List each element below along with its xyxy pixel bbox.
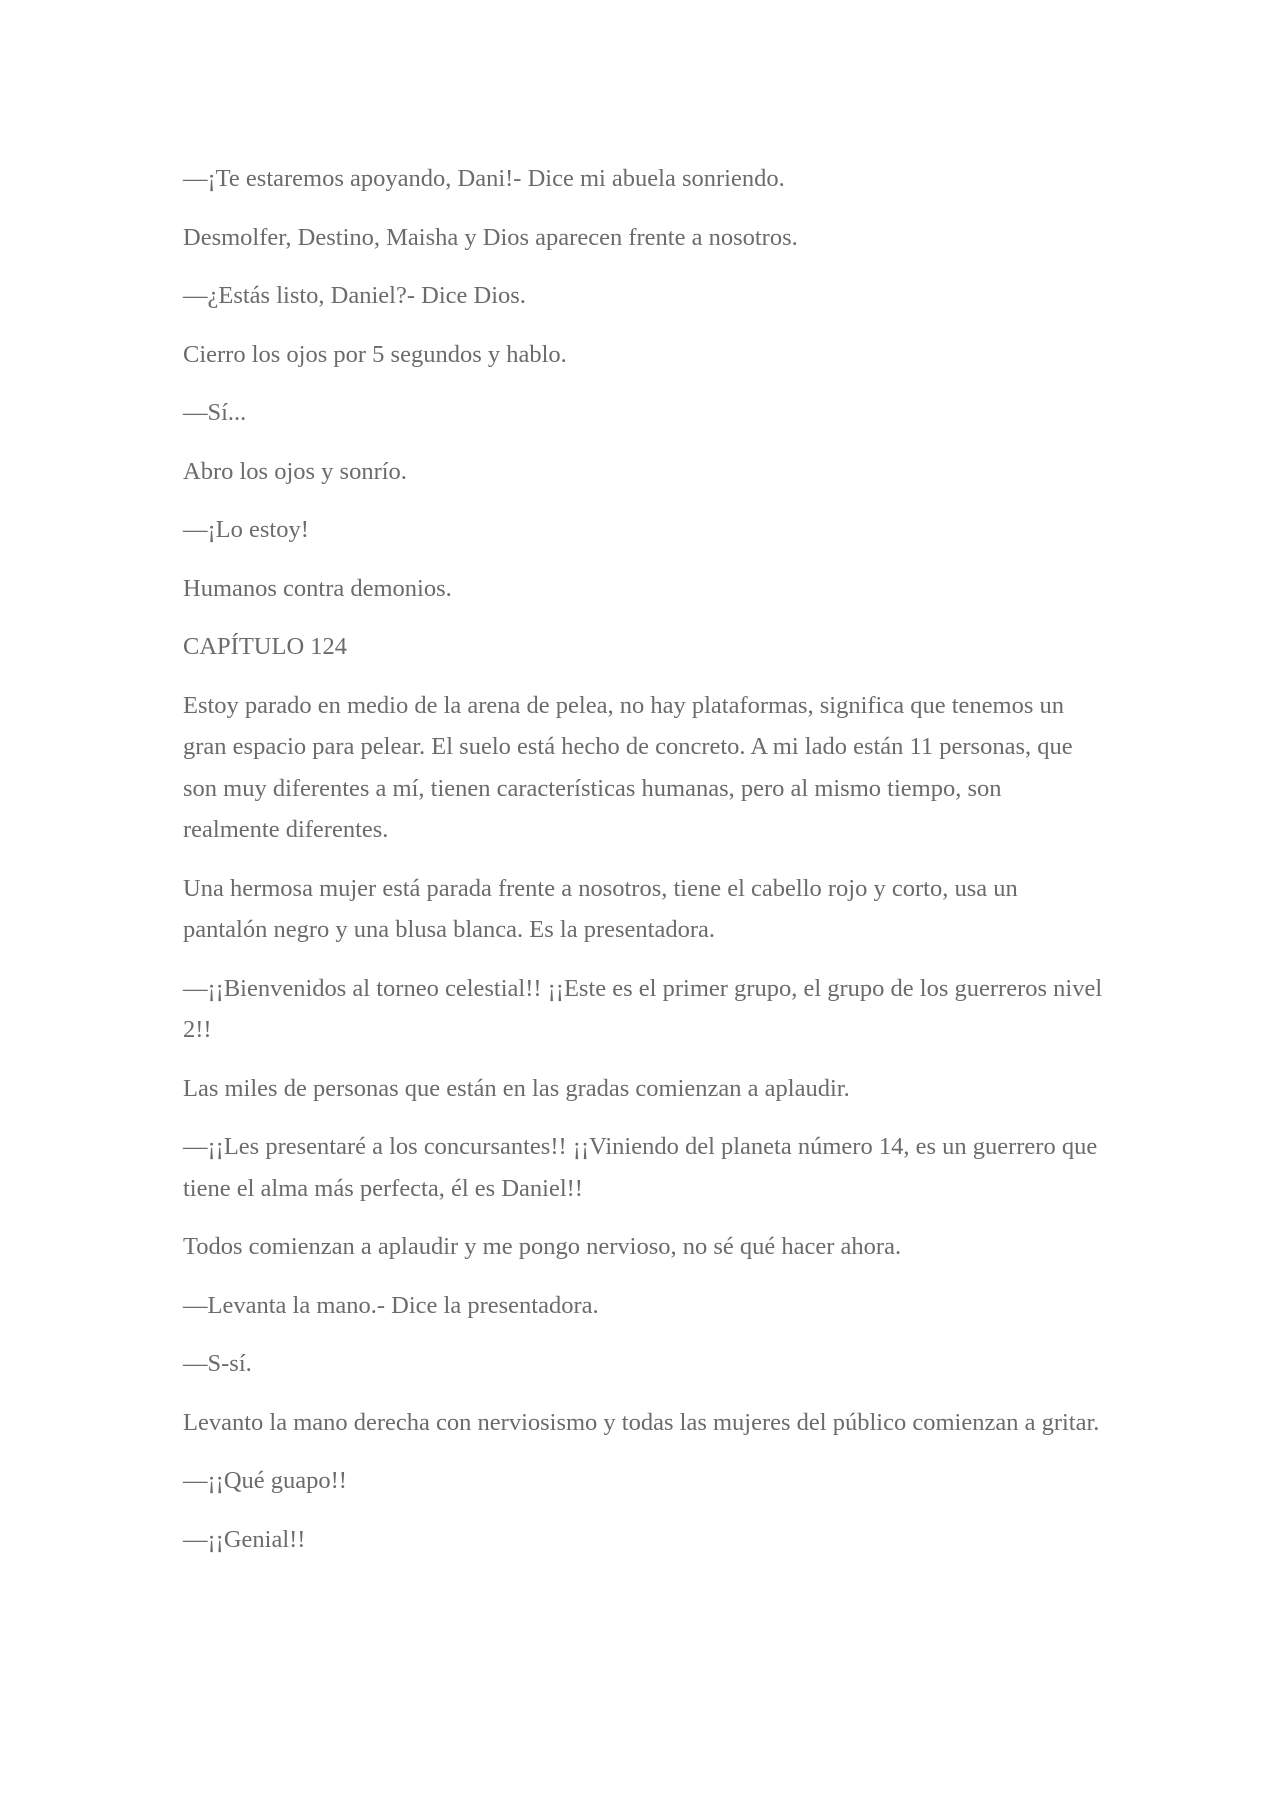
paragraph: —¡¡Genial!! <box>183 1525 306 1553</box>
paragraph: Desmolfer, Destino, Maisha y Dios aparecen frente a nosotros. <box>183 223 798 251</box>
paragraph: Las miles de personas que están en las gradas comienzan a aplaudir. <box>183 1074 850 1102</box>
paragraph: Levanto la mano derecha con nerviosismo y todas las mujeres del público comienzan a gritar. <box>183 1408 1100 1436</box>
paragraph: —S-sí. <box>183 1350 252 1377</box>
paragraph: —¡¡Bienvenidos al torneo celestial!! ¡¡Este es el primer grupo, el grupo de los guerreros nivel 2!! <box>183 974 1103 1043</box>
paragraph: —¡Lo estoy! <box>183 516 309 543</box>
paragraph: Estoy parado en medio de la arena de pelea, no hay plataformas, significa que tenemos un gran espacio para pelear. El suelo está hecho de concreto. A mi lado están 11 personas, que son muy diferentes a mí, tienen características humanas, pero al mismo tiempo, son realmente diferentes. <box>183 691 1073 843</box>
paragraph: Cierro los ojos por 5 segundos y hablo. <box>183 340 567 368</box>
paragraph: —Levanta la mano.- Dice la presentadora. <box>183 1291 599 1319</box>
chapter-heading: CAPÍTULO 124 <box>183 633 348 660</box>
paragraph: —¡Te estaremos apoyando, Dani!- Dice mi abuela sonriendo. <box>183 165 785 192</box>
paragraph: —¡¡Qué guapo!! <box>183 1467 347 1494</box>
paragraph: Abro los ojos y sonrío. <box>183 457 407 485</box>
paragraph: Humanos contra demonios. <box>183 574 452 602</box>
paragraph: —¡¡Les presentaré a los concursantes!! ¡¡Viniendo del planeta número 14, es un guerrero que tiene el alma más perfecta, él es Daniel!! <box>183 1133 1098 1202</box>
paragraph: —¿Estás listo, Daniel?- Dice Dios. <box>183 282 526 309</box>
paragraph: —Sí... <box>183 399 247 426</box>
paragraph: Todos comienzan a aplaudir y me pongo nervioso, no sé qué hacer ahora. <box>183 1233 902 1260</box>
paragraph: Una hermosa mujer está parada frente a nosotros, tiene el cabello rojo y corto, usa un pantalón negro y una blusa blanca. Es la presentadora. <box>183 874 1018 943</box>
document-body <box>183 158 1103 1577</box>
